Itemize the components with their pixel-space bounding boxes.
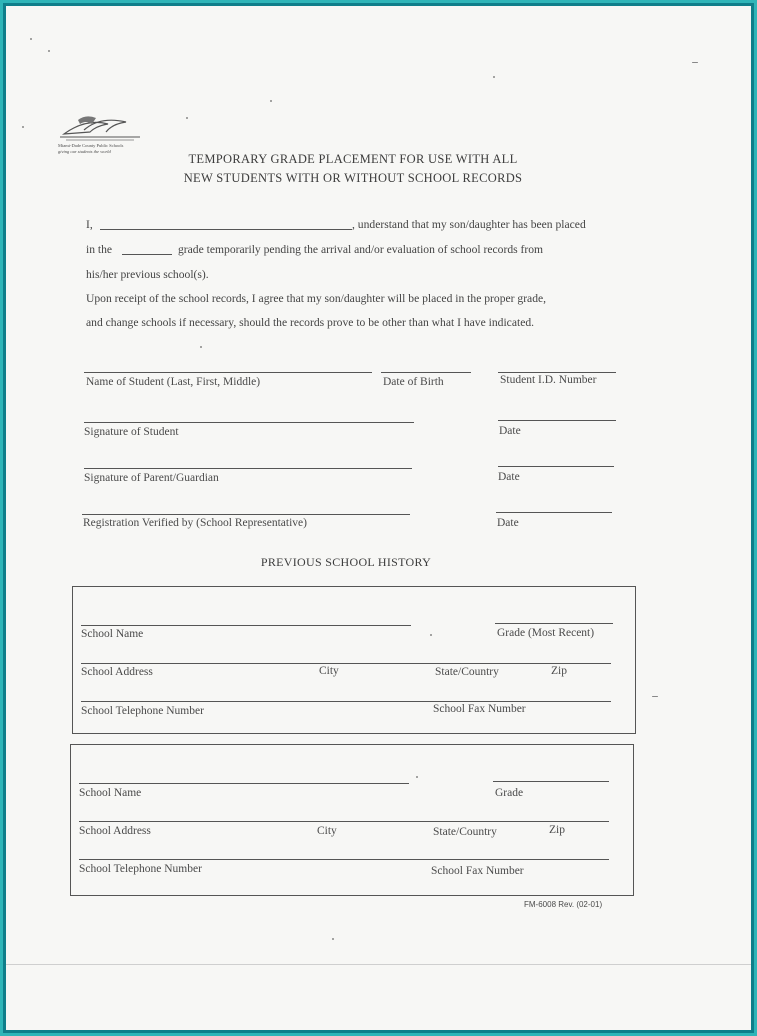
scan-speck bbox=[30, 38, 32, 40]
telephone-line[interactable] bbox=[79, 859, 609, 860]
state-label: State/Country bbox=[433, 826, 497, 838]
verified-by-line[interactable] bbox=[82, 514, 410, 515]
date-label-1: Date bbox=[499, 425, 521, 437]
telephone-label: School Telephone Number bbox=[81, 705, 204, 717]
date-label-3: Date bbox=[497, 517, 519, 529]
scan-speck bbox=[332, 938, 334, 940]
statement-prefix: I, bbox=[86, 218, 93, 231]
scan-bottom-edge bbox=[6, 964, 751, 965]
statement-line4: Upon receipt of the school records, I agree that my son/daughter will be placed in the proper grade, bbox=[86, 292, 547, 305]
student-name-label: Name of Student (Last, First, Middle) bbox=[86, 376, 261, 388]
parent-name-blank[interactable] bbox=[100, 229, 352, 230]
scan-speck bbox=[48, 50, 50, 52]
grade-label: Grade (Most Recent) bbox=[497, 627, 595, 639]
form-number: FM-6008 Rev. (02-01) bbox=[524, 900, 603, 909]
date-line-3[interactable] bbox=[496, 512, 612, 513]
statement-line2: grade temporarily pending the arrival and/or evaluation of school records from bbox=[178, 243, 544, 256]
student-signature-line[interactable] bbox=[84, 422, 414, 423]
address-label: School Address bbox=[81, 666, 153, 678]
scan-speck bbox=[270, 100, 272, 102]
telephone-label: School Telephone Number bbox=[79, 863, 202, 875]
scan-speck bbox=[200, 346, 202, 348]
statement-line1: , understand that my son/daughter has been placed bbox=[352, 218, 586, 231]
grade-line[interactable] bbox=[495, 623, 613, 624]
date-line-2[interactable] bbox=[498, 466, 614, 467]
statement-line2-prefix: in the bbox=[86, 243, 113, 256]
form-title-line1: TEMPORARY GRADE PLACEMENT FOR USE WITH ALL bbox=[188, 152, 518, 166]
scan-speck bbox=[692, 62, 698, 63]
address-line[interactable] bbox=[79, 821, 609, 822]
fax-label: School Fax Number bbox=[433, 703, 526, 715]
student-id-label: Student I.D. Number bbox=[500, 374, 597, 386]
address-label: School Address bbox=[79, 825, 151, 837]
dob-label: Date of Birth bbox=[383, 376, 444, 388]
date-label-2: Date bbox=[498, 471, 520, 483]
zip-label: Zip bbox=[551, 665, 567, 677]
school-logo-icon bbox=[56, 110, 146, 144]
dob-line[interactable] bbox=[381, 372, 471, 373]
logo-tagline: giving our students the world bbox=[58, 149, 111, 154]
form-page bbox=[6, 6, 751, 1030]
fax-label: School Fax Number bbox=[431, 865, 524, 877]
scan-speck bbox=[416, 776, 418, 778]
date-line-1[interactable] bbox=[498, 420, 616, 421]
state-label: State/Country bbox=[435, 666, 499, 678]
grade-label: Grade bbox=[495, 787, 524, 799]
zip-label: Zip bbox=[549, 824, 565, 836]
school-name-line[interactable] bbox=[81, 625, 411, 626]
scan-speck bbox=[430, 634, 432, 636]
scan-speck bbox=[186, 117, 188, 119]
parent-signature-label: Signature of Parent/Guardian bbox=[84, 472, 219, 484]
district-logo bbox=[56, 110, 146, 160]
history-block-1 bbox=[72, 586, 636, 734]
city-label: City bbox=[319, 665, 339, 677]
school-name-label: School Name bbox=[81, 628, 144, 640]
address-line[interactable] bbox=[81, 663, 611, 664]
statement-line5: and change schools if necessary, should the records prove to be other than what I have indicated. bbox=[86, 316, 535, 329]
school-name-line[interactable] bbox=[79, 783, 409, 784]
history-block-2 bbox=[70, 744, 634, 896]
scan-speck bbox=[493, 76, 495, 78]
grade-blank[interactable] bbox=[122, 254, 172, 255]
student-signature-label: Signature of Student bbox=[84, 426, 179, 438]
telephone-line[interactable] bbox=[81, 701, 611, 702]
statement-line3: his/her previous school(s). bbox=[86, 268, 209, 281]
grade-line[interactable] bbox=[493, 781, 609, 782]
student-name-line[interactable] bbox=[84, 372, 372, 373]
form-title-line2: NEW STUDENTS WITH OR WITHOUT SCHOOL RECORDS bbox=[183, 171, 523, 185]
city-label: City bbox=[317, 825, 337, 837]
scan-speck bbox=[22, 126, 24, 128]
history-heading: PREVIOUS SCHOOL HISTORY bbox=[260, 555, 432, 569]
student-id-line[interactable] bbox=[498, 372, 616, 373]
logo-caption: Miami-Dade County Public Schools bbox=[58, 143, 124, 148]
scan-speck bbox=[652, 696, 658, 697]
parent-signature-line[interactable] bbox=[84, 468, 412, 469]
verified-by-label: Registration Verified by (School Representative) bbox=[83, 517, 307, 529]
school-name-label: School Name bbox=[79, 787, 142, 799]
